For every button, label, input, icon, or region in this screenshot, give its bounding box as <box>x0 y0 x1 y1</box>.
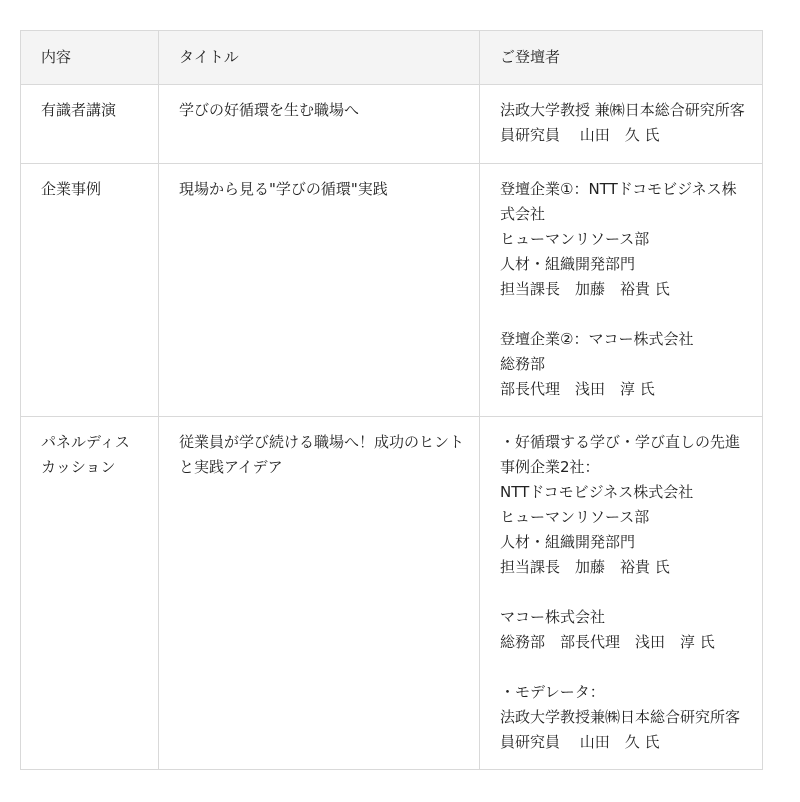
row-title: 従業員が学び続ける職場へ！成功のヒントと実践アイデア <box>159 417 480 770</box>
row-speakers: 法政大学教授 兼㈱日本総合研究所客員研究員 山田 久 氏 <box>480 85 763 164</box>
table-row <box>21 417 763 770</box>
header-content-type: 内容 <box>21 31 159 85</box>
row-title: 学びの好循環を生む職場へ <box>159 85 480 164</box>
program-table <box>20 30 763 770</box>
header-title: タイトル <box>159 31 480 85</box>
header-speakers: ご登壇者 <box>480 31 763 85</box>
row-content-type: パネルディスカッション <box>21 417 159 770</box>
table-row <box>21 164 763 417</box>
table-row <box>21 85 763 164</box>
row-content-type: 企業事例 <box>21 164 159 417</box>
table-header-row <box>21 31 763 85</box>
row-speakers: 登壇企業①：NTTドコモビジネス株式会社 ヒューマンリソース部 人材・組織開発部門 担当課長 加藤 裕貴 氏 登壇企業②：マコー株式会社 総務部 部長代理 浅田 淳 氏 <box>480 164 763 417</box>
row-content-type: 有識者講演 <box>21 85 159 164</box>
row-speakers: ・好循環する学び・学び直しの先進事例企業2社： NTTドコモビジネス株式会社 ヒューマンリソース部 人材・組織開発部門 担当課長 加藤 裕貴 氏 マコー株式会社 総務部 部長代理 浅田 淳 氏 ・モデレータ： 法政大学教授兼㈱日本総合研究所客員研究員 山田 久 氏 <box>480 417 763 770</box>
row-title: 現場から見る"学びの循環"実践 <box>159 164 480 417</box>
